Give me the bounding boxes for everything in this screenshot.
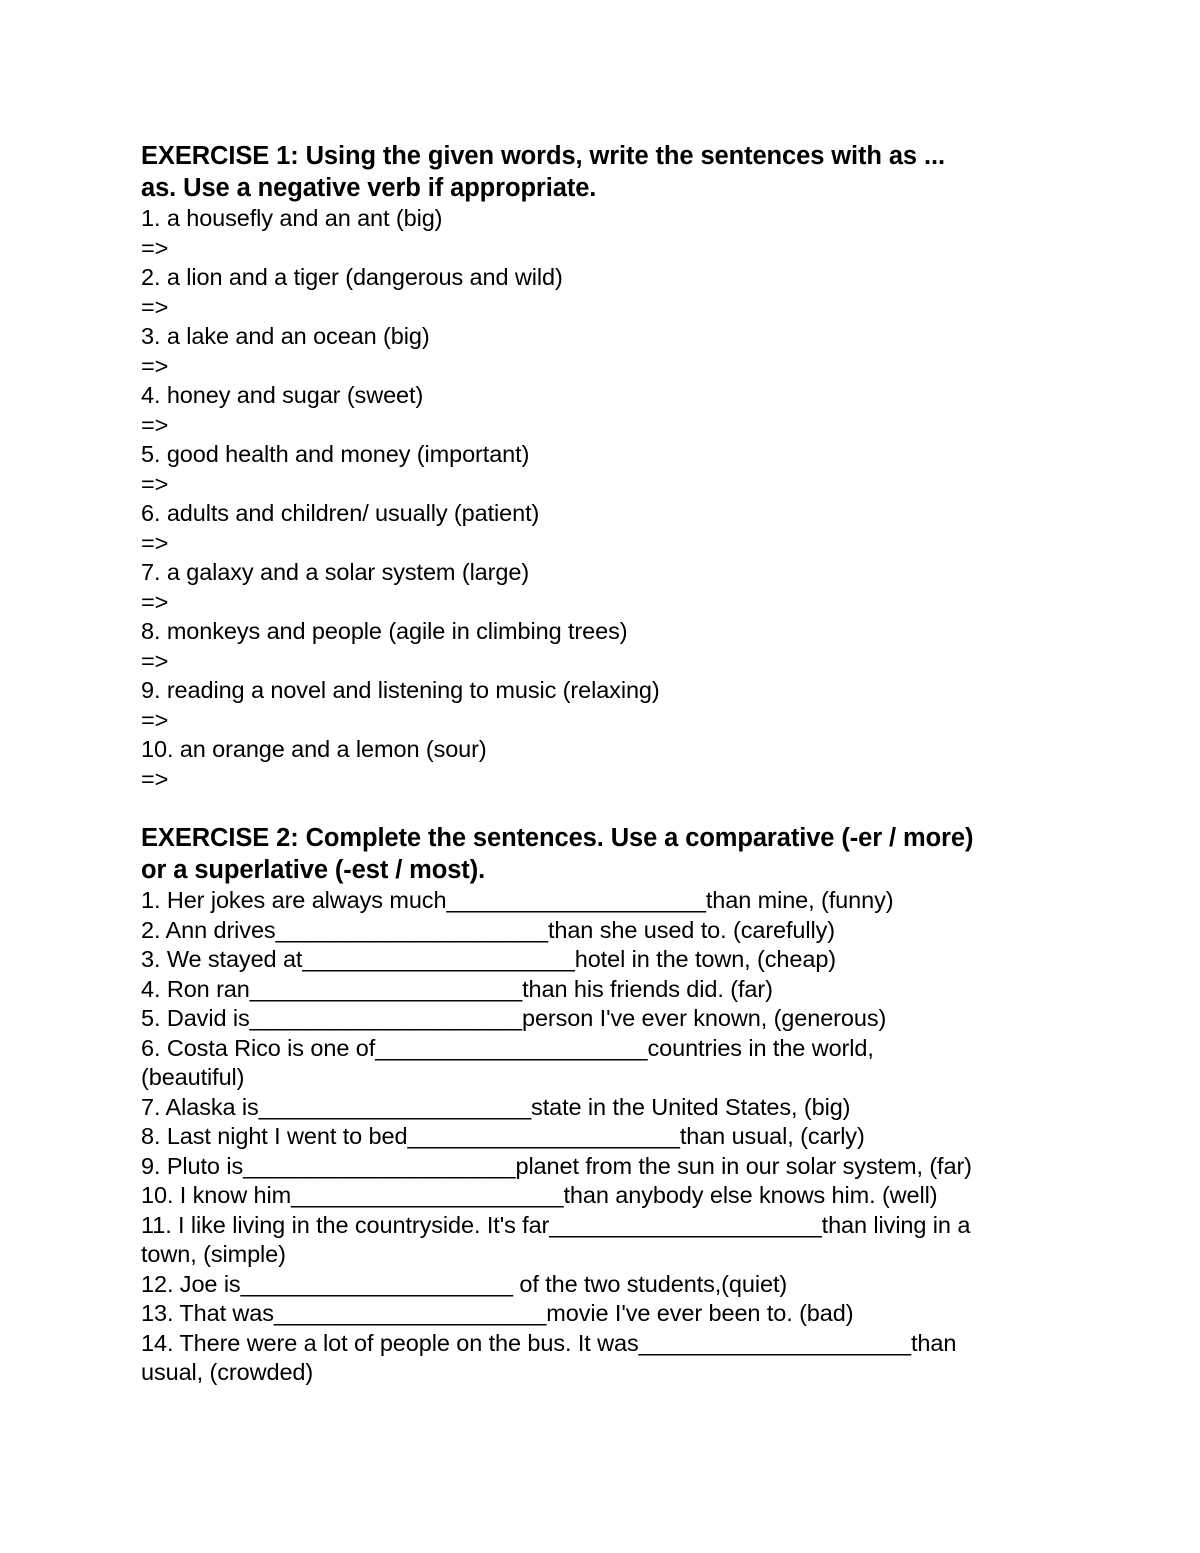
exercise-1-item-prompt: 7. a galaxy and a solar system (large)	[141, 559, 530, 585]
sentence-text-before: (beautiful)	[141, 1064, 245, 1090]
sentence-text-before: 10. I know him	[141, 1182, 292, 1208]
answer-blank: ____________________	[446, 887, 706, 913]
sentence-text-after: planet from the sun in our solar system, (far)	[515, 1152, 972, 1179]
sentence-text-after: than	[911, 1329, 957, 1356]
answer-blank: _____________________	[273, 1300, 547, 1326]
exercise-2-line	[141, 1358, 1071, 1388]
exercise-1-heading-line-1: EXERCISE 1: Using the given words, write the sentences with as ...	[141, 142, 945, 170]
answer-blank: _____________________	[240, 1270, 513, 1297]
sentence-text-after: than living in a	[821, 1211, 971, 1238]
exercise-1-item-prompt: 2. a lion and a tiger (dangerous and wild)	[141, 264, 563, 290]
exercise-1-item-prompt: 8. monkeys and people (agile in climbing trees)	[141, 618, 628, 644]
sentence-text-before: 6. Costa Rico is one of	[141, 1034, 376, 1061]
exercise-1-item-prompt: 9. reading a novel and listening to music (relaxing)	[141, 677, 660, 703]
exercise-1-item-answer-arrow: =>	[141, 411, 169, 438]
sentence-text-after: person I've ever known, (generous)	[521, 1005, 887, 1031]
exercise-2-line	[141, 916, 1071, 946]
answer-blank: _____________________	[549, 1211, 822, 1238]
exercise-2-line	[141, 886, 1071, 916]
exercise-2-line	[141, 1181, 1071, 1211]
sentence-text-before: usual, (crowded)	[141, 1359, 314, 1385]
sentence-text-before: 12. Joe is	[141, 1270, 241, 1297]
sentence-text-before: 4. Ron ran	[141, 975, 250, 1002]
exercise-1-item-answer-arrow: =>	[141, 588, 169, 615]
exercise-1-items	[141, 204, 1071, 794]
exercise-2-line	[141, 1152, 1071, 1182]
sentence-text-before: 1. Her jokes are always much	[141, 887, 447, 913]
exercise-2-line	[141, 945, 1071, 975]
exercise-1-item-answer-arrow: =>	[141, 470, 169, 497]
exercise-2-line	[141, 1329, 1071, 1359]
exercise-1	[141, 140, 1071, 794]
sentence-text-after: countries in the world,	[647, 1034, 874, 1061]
sentence-text-after: than usual, (carly)	[679, 1123, 865, 1149]
answer-blank: _____________________	[302, 946, 575, 972]
sentence-text-after: of the two students,(quiet)	[512, 1270, 788, 1297]
exercise-1-item-answer-arrow: =>	[141, 647, 169, 674]
exercise-1-item-prompt: 5. good health and money (important)	[141, 441, 530, 467]
exercise-1-item-answer-arrow: =>	[141, 293, 169, 320]
exercise-2-line	[141, 1299, 1071, 1329]
exercise-1-heading-line-2: as. Use a negative verb if appropriate.	[141, 174, 597, 202]
exercise-1-item-prompt: 1. a housefly and an ant (big)	[141, 205, 443, 231]
sentence-text-before: 7. Alaska is	[141, 1093, 259, 1120]
sentence-text-before: 14. There were a lot of people on the bus. It was	[141, 1329, 639, 1356]
sentence-text-before: 3. We stayed at	[141, 946, 303, 972]
sentence-text-after: than anybody else knows him. (well)	[563, 1182, 938, 1208]
exercise-1-item-answer-arrow: =>	[141, 352, 169, 379]
answer-blank: _____________________	[243, 1152, 516, 1179]
answer-blank: _____________________	[638, 1329, 911, 1356]
sentence-text-before: town, (simple)	[141, 1241, 286, 1267]
answer-blank: _____________________	[407, 1123, 680, 1149]
answer-blank: _____________________	[375, 1034, 648, 1061]
exercise-2	[141, 822, 1071, 1388]
exercise-2-lines	[141, 886, 1071, 1388]
sentence-text-after: than she used to. (carefully)	[547, 916, 836, 943]
exercise-2-heading-line-2: or a superlative (-est / most).	[141, 856, 486, 884]
answer-blank: _____________________	[249, 975, 523, 1002]
exercise-2-line	[141, 1093, 1071, 1123]
worksheet-page	[141, 140, 1071, 1388]
sentence-text-before: 11. I like living in the countryside. It's far	[141, 1211, 550, 1238]
answer-blank: _____________________	[275, 916, 548, 943]
exercise-1-item-answer-arrow: =>	[141, 706, 169, 733]
exercise-1-item-answer-arrow: =>	[141, 529, 169, 556]
sentence-text-before: 5. David is	[141, 1005, 250, 1031]
exercise-2-heading-line-1: EXERCISE 2: Complete the sentences. Use a comparative (-er / more)	[141, 824, 974, 852]
exercise-1-item-prompt: 6. adults and children/ usually (patient)	[141, 500, 540, 526]
sentence-text-after: than his friends did. (far)	[522, 975, 773, 1002]
answer-blank: _____________________	[291, 1182, 564, 1208]
exercise-1-item-prompt: 10. an orange and a lemon (sour)	[141, 736, 487, 762]
exercise-2-line	[141, 1270, 1071, 1300]
exercise-2-line	[141, 975, 1071, 1005]
sentence-text-after: hotel in the town, (cheap)	[574, 946, 837, 972]
exercise-1-item-answer-arrow: =>	[141, 234, 169, 261]
exercise-2-line	[141, 1063, 1071, 1093]
sentence-text-after: movie I've ever been to. (bad)	[546, 1300, 854, 1326]
answer-blank: _____________________	[249, 1005, 522, 1031]
exercise-2-line	[141, 1240, 1071, 1270]
answer-blank: _____________________	[258, 1093, 532, 1120]
exercise-2-line	[141, 1004, 1071, 1034]
exercise-2-line	[141, 1211, 1071, 1241]
exercise-1-item-answer-arrow: =>	[141, 765, 169, 792]
exercise-2-line	[141, 1122, 1071, 1152]
sentence-text-before: 8. Last night I went to bed	[141, 1123, 408, 1149]
exercise-2-line	[141, 1034, 1071, 1064]
sentence-text-before: 13. That was	[141, 1300, 274, 1326]
sentence-text-before: 9. Pluto is	[141, 1152, 244, 1179]
sentence-text-after: state in the United States, (big)	[531, 1093, 851, 1120]
sentence-text-before: 2. Ann drives	[141, 916, 276, 943]
section-gap	[141, 794, 1071, 822]
sentence-text-after: than mine, (funny)	[705, 887, 894, 913]
exercise-1-item-prompt: 4. honey and sugar (sweet)	[141, 382, 424, 408]
exercise-1-item-prompt: 3. a lake and an ocean (big)	[141, 323, 430, 349]
